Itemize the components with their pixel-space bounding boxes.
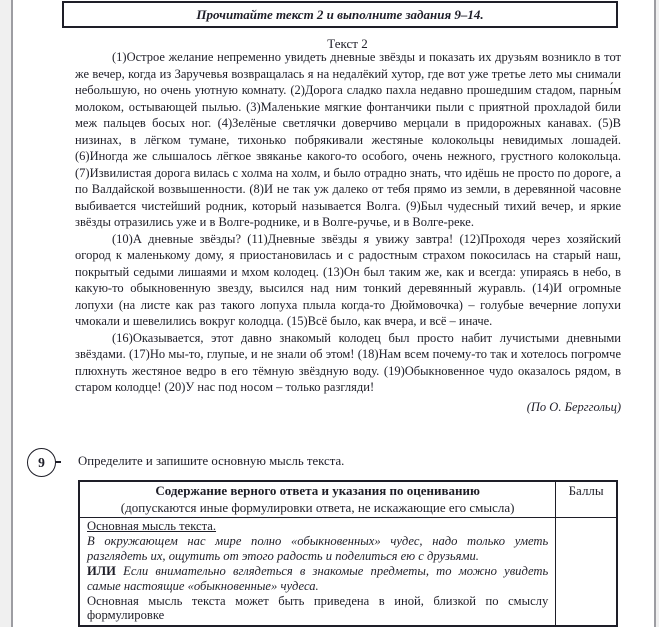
answer-variant-1: В окружающем нас мире полно «обыкновенных» чудес, надо только уметь разглядеть их, ощутить от этого радость и поделиться ею с друзьями. xyxy=(87,533,549,563)
text-paragraph-1: (1)Острое желание непременно увидеть дневные звёзды и показать их друзьям возникло в тот же вечер, когда из Заручевья возвращалась я на недалёкий хутор, где вот уже третье лето мы снимали небольшую, но очень уютную комнату. (2)Дорога сладко пахла недавно прошедшим стадом, парны́м молоком, остывающей пылью. (3)Маленькие мягкие фонтанчики пыли с приятной прохладой били меж пальцев босых ног. (4)Зелёные светлячки доверчиво мерцали в придорожных канавах. (5)В низинах, в лёгком тумане, тихонько побрякивали жестяные колокольцы невидимых лошадей. (6)Иногда же слышалось лёгкое звяканье какого-то особого, очень нежного, грустного колокольца. (7)Извилистая дорога вилась с холма на холм, и было отрадно знать, что идёшь не просто по дороге, а по Валдайской возвышенности. (8)И не так уж далеко от тебя прямо из земли, в деревянной часовне выбивается чистейший родник, который называется Волга. (9)Был чудесный тихий вечер, и яркие звёзды отразились уже и в Волге-роднике, и в Волге-ручье, и в Волге-реке. xyxy=(75,50,621,229)
text-body xyxy=(75,49,621,415)
points-cell xyxy=(556,518,617,627)
answer-cell xyxy=(79,518,556,627)
criteria-header-subtitle: (допускаются иные формулировки ответа, не искажающие его смысла) xyxy=(120,499,515,515)
scoring-table xyxy=(78,480,618,627)
instruction-banner xyxy=(62,1,618,28)
badge-tick xyxy=(55,461,61,463)
criteria-header-cell xyxy=(79,481,556,518)
page-scan-edge-left xyxy=(11,0,13,627)
text-paragraph-2: (10)А дневные звёзды? (11)Дневные звёзды я увижу завтра! (12)Проходя через хозяйский огород к маленькому дому, я приостановилась и с радостным страхом покосилась на старый наш, покрытый седыми лишаями и мхом колодец. (13)Он был таким же, как и всегда: упираясь в небо, в какую-то обыкновенную звезду, высился над ним тонкий деревянный журавль. (14)И огромные лопухи (на листе как раз такого лопуха плыла когда-то Дюймовочка) – голубые вечерние лопухи чмокали и шевелились вокруг колодца. (15)Всё было, как вчера, и всё – иначе. xyxy=(75,231,621,328)
page-scan-shade-left xyxy=(0,0,11,627)
question-number-badge xyxy=(27,448,56,477)
answer-variant-2: Если внимательно вглядеться в знакомые предметы, то можно увидеть самые настоящие «обыкновенные» чудеса. xyxy=(87,563,549,593)
criteria-header-title: Содержание верного ответа и указания по оцениванию xyxy=(155,483,480,498)
author-attribution: (По О. Берггольц) xyxy=(526,399,621,414)
text-paragraph-3: (16)Оказывается, этот давно знакомый колодец был просто набит лучистыми дневными звёздами. (17)Но мы-то, глупые, и не знали об этом! (18)Нам всем почему-то так и хотелось погромче плюхнуть жестяное ведро в его тёмную звёздную воду. (19)Обыкновенное чудо оказалось рядом, в старом колодце! (20)У нас под носом – только разгляди! xyxy=(75,330,621,394)
scoring-table-answer-row xyxy=(79,518,617,627)
answer-heading: Основная мысль текста. xyxy=(87,519,217,533)
points-header-cell: Баллы xyxy=(556,481,617,518)
answer-note: Основная мысль текста может быть приведена в иной, близкой по смыслу формулировке xyxy=(87,593,549,623)
question-number: 9 xyxy=(38,454,45,470)
instruction-text: Прочитайте текст 2 и выполните задания 9–14. xyxy=(196,6,484,22)
answer-or-label: ИЛИ xyxy=(87,563,116,578)
scoring-table-header-row xyxy=(79,481,617,518)
text-title: Текст 2 xyxy=(327,36,368,51)
question-text: Определите и запишите основную мысль текста. xyxy=(78,454,345,468)
